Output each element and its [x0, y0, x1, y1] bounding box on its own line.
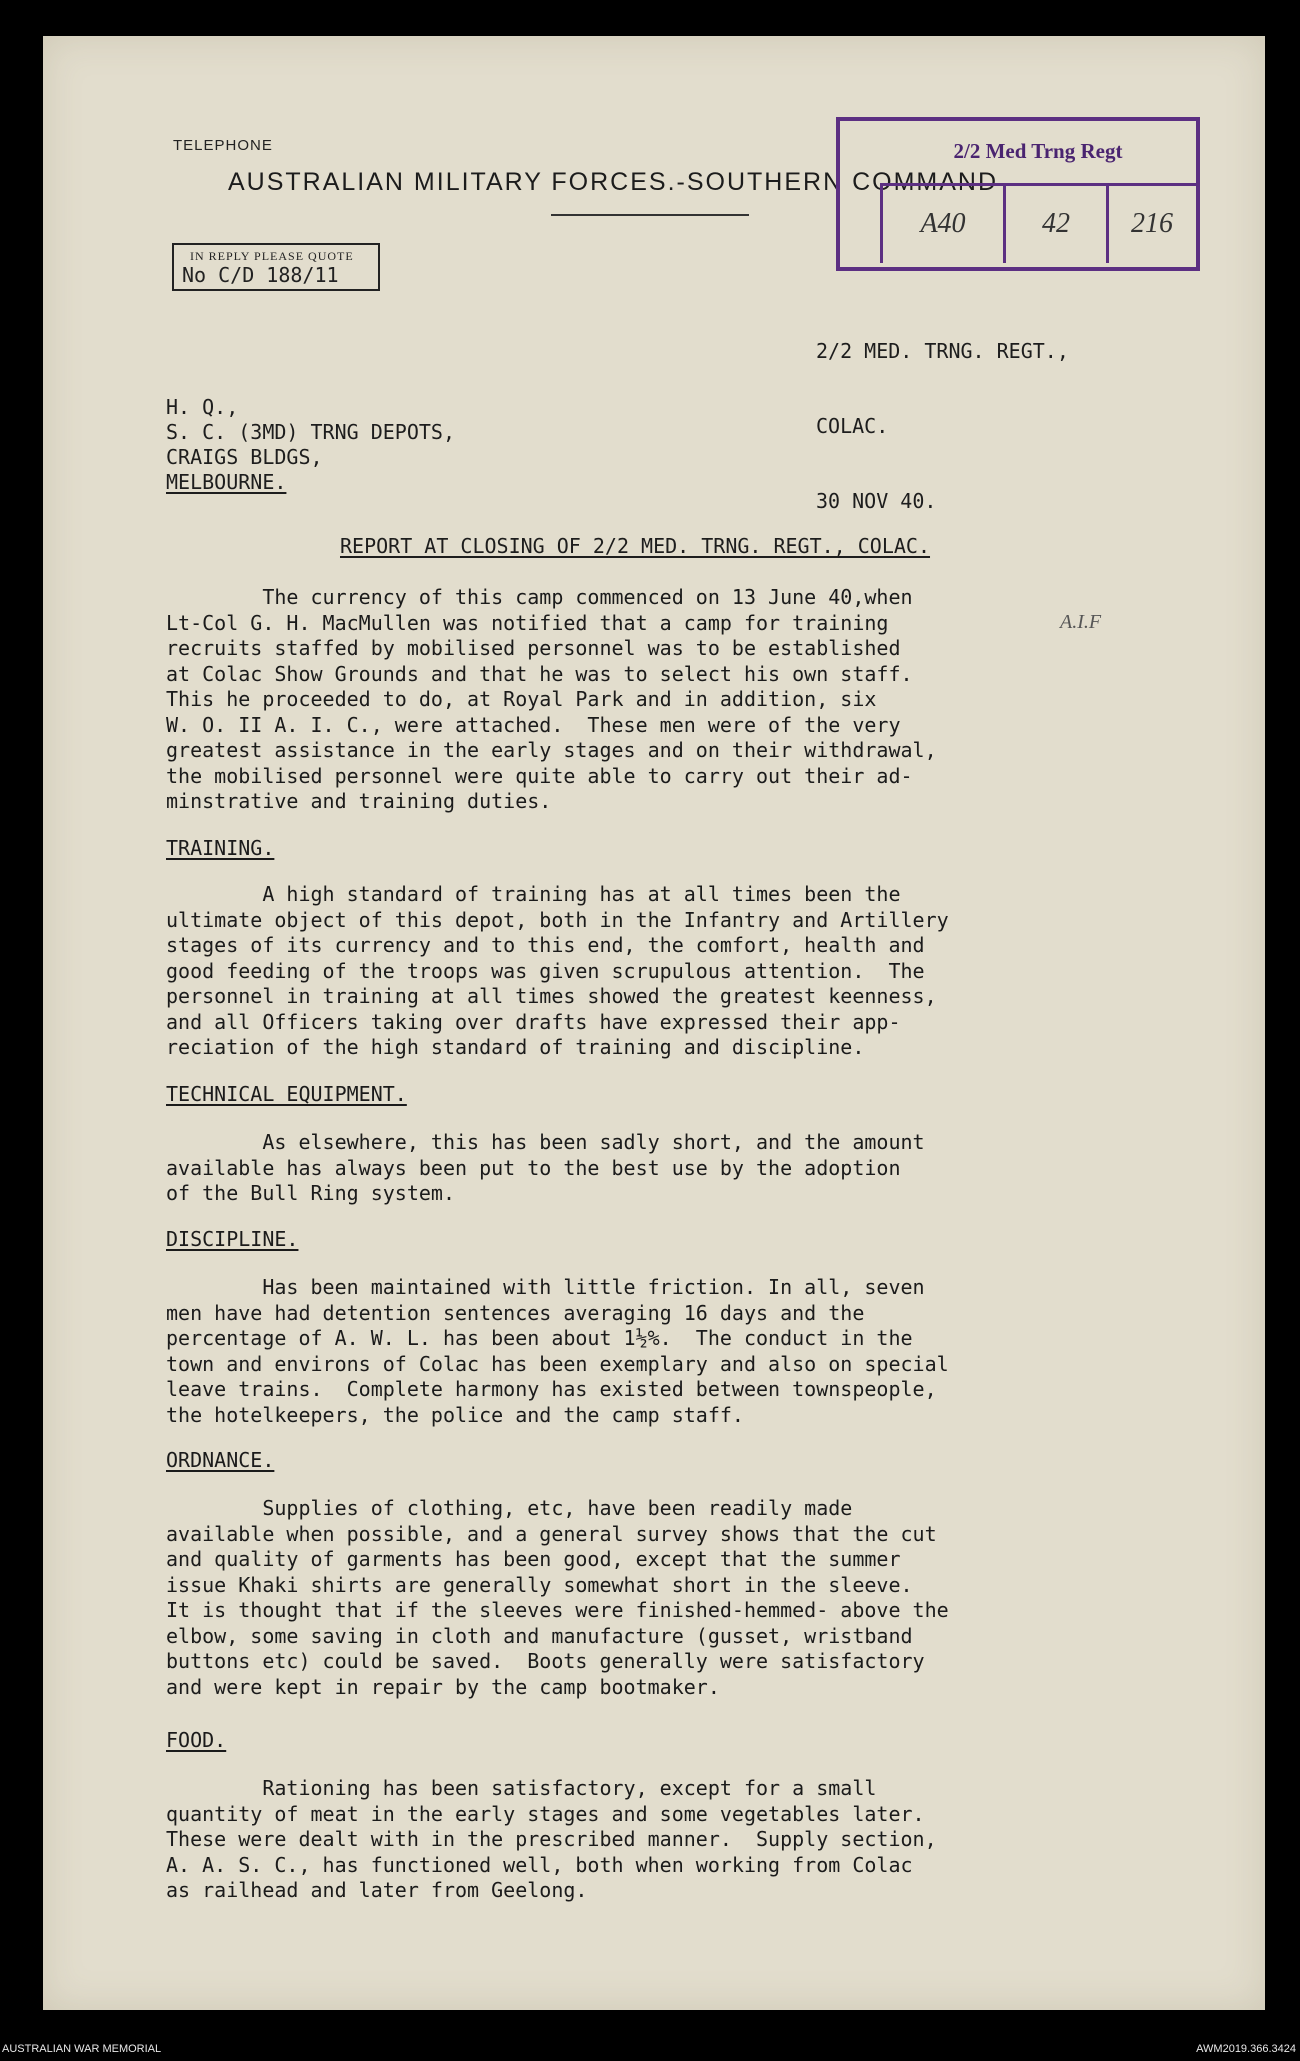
section-heading-ordnance: ORDNANCE. — [166, 1448, 275, 1472]
paragraph-line: available when possible, and a general survey shows that the cut — [166, 1521, 937, 1546]
paragraph-line: ultimate object of this depot, both in the Infantry and Artillery — [166, 907, 949, 932]
paragraph-line: the mobilised personnel were quite able to carry out their ad- — [166, 763, 913, 788]
paragraph-line: buttons etc) could be saved. Boots generally were satisfactory — [166, 1649, 925, 1673]
sender-date: 30 NOV 40. — [816, 489, 937, 513]
section-body-food — [166, 1776, 937, 1904]
report-title: REPORT AT CLOSING OF 2/2 MED. TRNG. REGT., COLAC. — [340, 534, 931, 558]
sender-line: COLAC. — [816, 414, 889, 438]
reply-reference-box — [172, 243, 380, 291]
paragraph-line: available has always been put to the best use by the adoption — [166, 1155, 901, 1180]
paragraph-line: Has been maintained with little friction. In all, seven — [166, 1275, 925, 1299]
paragraph-line: of the Bull Ring system. — [166, 1181, 455, 1205]
paragraph-line: and were kept in repair by the camp bootmaker. — [166, 1674, 720, 1699]
paragraph-line: men have had detention sentences averaging 16 days and the — [166, 1300, 865, 1325]
paragraph-line: leave trains. Complete harmony has existed between townspeople, — [166, 1377, 937, 1401]
paragraph-line: These were dealt with in the prescribed manner. Supply section, — [166, 1827, 937, 1851]
paragraph-line: It is thought that if the sleeves were finished-hemmed- above the — [166, 1598, 949, 1622]
registry-stamp — [836, 117, 1200, 271]
paragraph-line: minstrative and training duties. — [166, 789, 552, 813]
paragraph-line: Lt-Col G. H. MacMullen was notified that a camp for training — [166, 610, 889, 635]
handwritten-annotation: A.I.F — [1060, 611, 1102, 633]
paragraph-line: personnel in training at all times showed the greatest keenness, — [166, 984, 937, 1008]
stamp-cell-number: 216 — [1106, 185, 1195, 263]
recipient-line: H. Q., — [166, 395, 239, 419]
paragraph-line: quantity of meat in the early stages and some vegetables later. — [166, 1801, 925, 1826]
masthead-rule — [551, 214, 749, 216]
footer-credit: AUSTRALIAN WAR MEMORIAL — [2, 2043, 162, 2055]
paragraph-line: Supplies of clothing, etc, have been readily made — [166, 1496, 853, 1520]
recipient-address — [166, 395, 455, 495]
paragraph-line: at Colac Show Grounds and that he was to select his own staff. — [166, 661, 913, 686]
paragraph-line: as railhead and later from Geelong. — [166, 1878, 588, 1902]
stamp-cell-folio: 42 — [1003, 185, 1106, 263]
paragraph-line: stages of its currency and to this end, the comfort, health and — [166, 933, 925, 957]
paragraph-line: Rationing has been satisfactory, except for a small — [166, 1776, 877, 1800]
recipient-line: CRAIGS BLDGS, — [166, 445, 323, 469]
section-heading-discipline: DISCIPLINE. — [166, 1227, 299, 1251]
sender-line: 2/2 MED. TRNG. REGT., — [816, 339, 1069, 363]
section-body-training — [166, 882, 949, 1061]
paragraph-line: issue Khaki shirts are generally somewhat short in the sleeve. — [166, 1572, 913, 1597]
stamp-unit: 2/2 Med Trng Regt — [880, 121, 1196, 186]
paragraph-line: recruits staffed by mobilised personnel was to be established — [166, 636, 901, 660]
reply-label: IN REPLY PLEASE QUOTE — [190, 249, 354, 263]
paragraph-line: greatest assistance in the early stages and on their withdrawal, — [166, 738, 937, 762]
recipient-line: S. C. (3MD) TRNG DEPOTS, — [166, 420, 455, 444]
section-body-technical-equipment — [166, 1130, 925, 1207]
telephone-label: TELEPHONE — [173, 137, 273, 154]
paragraph-line: elbow, some saving in cloth and manufacture (gusset, wristband — [166, 1623, 913, 1648]
recipient-city: MELBOURNE. — [166, 470, 287, 494]
intro-paragraph — [166, 585, 937, 815]
footer-accession-number: AWM2019.366.3424 — [1196, 2043, 1296, 2055]
paragraph-line: percentage of A. W. L. has been about 1½%. The conduct in the — [166, 1326, 913, 1350]
paragraph-line: good feeding of the troops was given scrupulous attention. The — [166, 958, 925, 983]
paragraph-line: reciation of the high standard of training and discipline. — [166, 1035, 865, 1059]
paragraph-line: A. A. S. C., has functioned well, both when working from Colac — [166, 1852, 913, 1877]
stamp-cell-file: A40 — [880, 185, 1003, 263]
reply-reference: No C/D 188/11 — [182, 263, 339, 287]
paragraph-line: W. O. II A. I. C., were attached. These men were of the very — [166, 712, 901, 737]
sender-address — [816, 289, 1069, 539]
paragraph-line: This he proceeded to do, at Royal Park and in addition, six — [166, 687, 877, 711]
section-heading-training: TRAINING. — [166, 836, 275, 860]
paragraph-line: A high standard of training has at all times been the — [166, 882, 901, 906]
paragraph-line: the hotelkeepers, the police and the camp staff. — [166, 1402, 744, 1427]
paragraph-line: and all Officers taking over drafts have expressed their app- — [166, 1009, 901, 1034]
masthead: AUSTRALIAN MILITARY FORCES.-SOUTHERN COMMAND — [228, 168, 999, 196]
section-body-discipline — [166, 1275, 949, 1428]
paragraph-line: town and environs of Colac has been exemplary and also on special — [166, 1351, 949, 1376]
paragraph-line: and quality of garments has been good, except that the summer — [166, 1547, 901, 1571]
section-body-ordnance — [166, 1496, 949, 1700]
paragraph-line: The currency of this camp commenced on 13 June 40,when — [166, 585, 913, 609]
section-heading-food: FOOD. — [166, 1728, 227, 1752]
section-heading-technical-equipment: TECHNICAL EQUIPMENT. — [166, 1082, 407, 1106]
paragraph-line: As elsewhere, this has been sadly short, and the amount — [166, 1130, 925, 1154]
